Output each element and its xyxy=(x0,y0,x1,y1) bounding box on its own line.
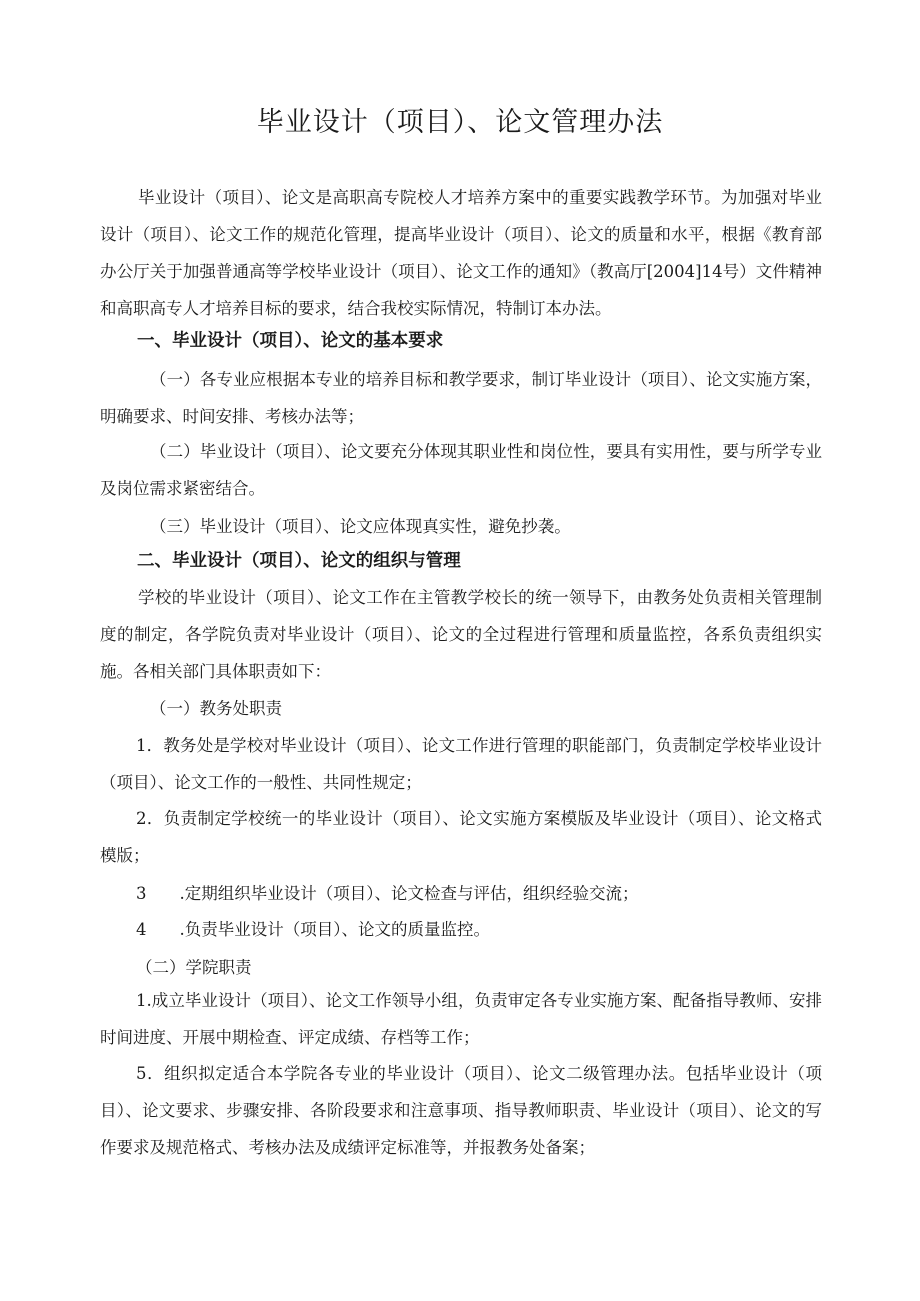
document-title: 毕业设计（项目）、论文管理办法 xyxy=(256,107,664,138)
college-item-1: 1.成立毕业设计（项目）、论文工作领导小组，负责审定各专业实施方案、配备指导教师、安排时间进度、开展中期检查、评定成绩、存档等工作； xyxy=(100,991,822,1047)
subsection-college-heading: （二）学院职责 xyxy=(136,958,252,977)
college-item-5: 5．组织拟定适合本学院各专业的毕业设计（项目）、论文二级管理办法。包括毕业设计（项目）、论文要求、步骤安排、各阶段要求和注意事项、指导教师职责、毕业设计（项目）、论文的写作要求及规范格式、考核办法及成绩评定标准等，并报教务处备案； xyxy=(100,1064,822,1157)
section-1-item-2: （二）毕业设计（项目）、论文要充分体现其职业性和岗位性，要具有实用性，要与所学专业及岗位需求紧密结合。 xyxy=(100,442,822,498)
intro-paragraph: 毕业设计（项目）、论文是高职高专院校人才培养方案中的重要实践教学环节。为加强对毕业设计（项目）、论文工作的规范化管理，提高毕业设计（项目）、论文的质量和水平，根据《教育部办公厅关于加强普通高等学校毕业设计（项目）、论文工作的通知》（教高厅[2004]14号）文件精神和高职高专人才培养目标的要求，结合我校实际情况，特制订本办法。 xyxy=(100,188,822,318)
section-2-intro: 学校的毕业设计（项目）、论文工作在主管教学校长的统一领导下，由教务处负责相关管理制度的制定，各学院负责对毕业设计（项目）、论文的全过程进行管理和质量监控，各系负责组织实施。各相关部门具体职责如下： xyxy=(100,588,822,681)
section-1-heading: 一、毕业设计（项目）、论文的基本要求 xyxy=(137,331,444,351)
academic-affairs-item-1: 1．教务处是学校对毕业设计（项目）、论文工作进行管理的职能部门，负责制定学校毕业设计（项目）、论文工作的一般性、共同性规定； xyxy=(100,736,822,792)
academic-affairs-item-4: 4 .负责毕业设计（项目）、论文的质量监控。 xyxy=(136,920,490,939)
subsection-academic-affairs-heading: （一）教务处职责 xyxy=(150,699,282,718)
section-1-item-3: （三）毕业设计（项目）、论文应体现真实性，避免抄袭。 xyxy=(150,517,571,536)
section-1-item-1: （一）各专业应根据本专业的培养目标和教学要求，制订毕业设计（项目）、论文实施方案，明确要求、时间安排、考核办法等； xyxy=(100,370,822,426)
academic-affairs-item-2: 2．负责制定学校统一的毕业设计（项目）、论文实施方案模版及毕业设计（项目）、论文格式模版； xyxy=(100,809,822,865)
section-2-heading: 二、毕业设计（项目）、论文的组织与管理 xyxy=(137,551,461,571)
academic-affairs-item-3: 3 .定期组织毕业设计（项目）、论文检查与评估，组织经验交流； xyxy=(136,884,639,903)
